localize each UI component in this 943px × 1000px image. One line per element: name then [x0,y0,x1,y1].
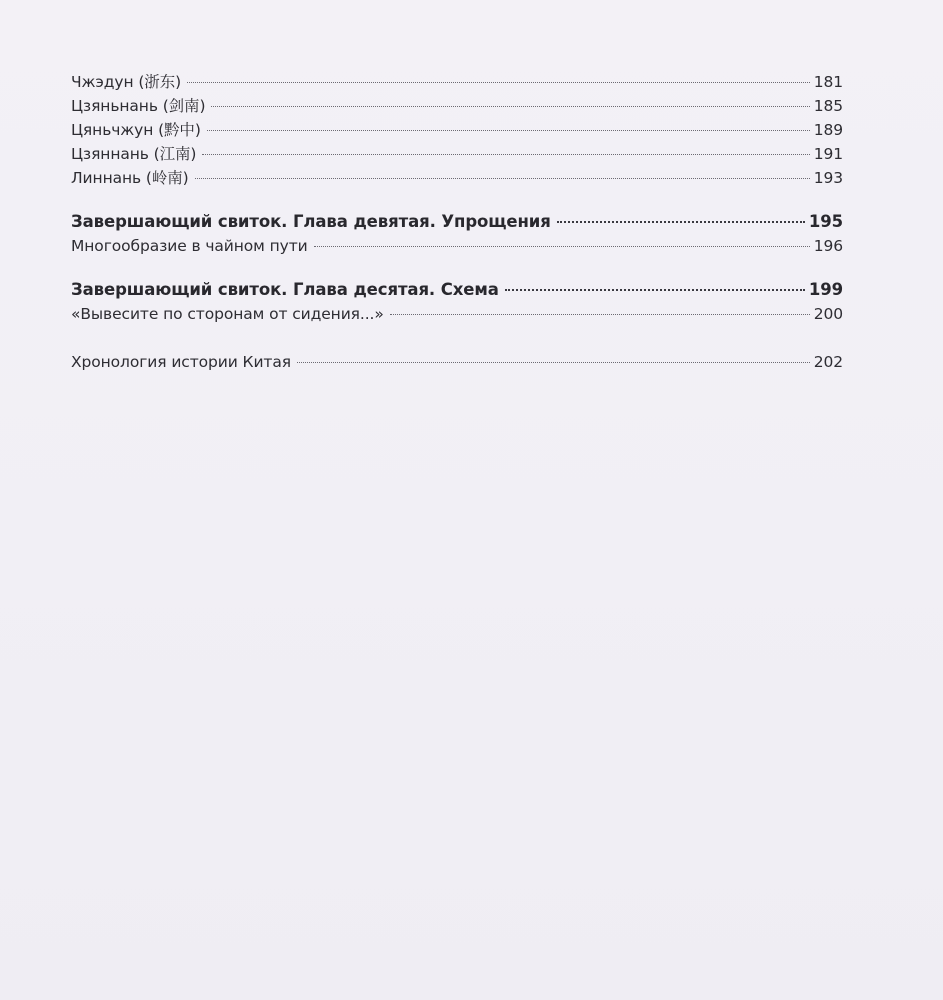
dot-leader [202,154,809,155]
dot-leader [390,314,810,315]
toc-chapter-nine [71,210,843,234]
toc-entry-page: 202 [813,353,843,371]
table-of-contents [71,70,843,374]
toc-entry-page: 189 [813,121,843,139]
toc-entry-jiannan [71,94,843,118]
toc-chapter-page: 199 [808,280,843,299]
dot-leader [187,82,810,83]
toc-entry-title: Многообразие в чайном пути [71,237,308,255]
toc-entry-qianzhong [71,118,843,142]
toc-chapter-page: 195 [808,212,843,231]
toc-entry-page: 185 [813,97,843,115]
toc-entry-page: 191 [813,145,843,163]
dot-leader [207,130,810,131]
toc-entry-hang-sides [71,302,843,326]
toc-entry-page: 181 [813,73,843,91]
dot-leader [557,221,805,223]
toc-chapter-title: Завершающий свиток. Глава девятая. Упрощения [71,212,551,231]
toc-entry-jiangnan [71,142,843,166]
toc-entry-title: Цзяньнань (剑南) [71,97,206,115]
toc-entry-title: Цяньчжун (黔中) [71,121,201,139]
toc-entry-chronology [71,350,843,374]
dot-leader [195,178,810,179]
toc-entry-page: 196 [813,237,843,255]
dot-leader [505,289,805,291]
toc-entry-title: Линнань (岭南) [71,169,189,187]
toc-entry-title: Хронология истории Китая [71,353,291,371]
dot-leader [297,362,810,363]
toc-entry-lingnan [71,166,843,190]
dot-leader [314,246,810,247]
toc-entry-page: 200 [813,305,843,323]
dot-leader [211,106,809,107]
toc-entry-title: Чжэдун (浙东) [71,73,182,91]
toc-entry-page: 193 [813,169,843,187]
toc-chapter-ten [71,278,843,302]
toc-chapter-title: Завершающий свиток. Глава десятая. Схема [71,280,499,299]
toc-entry-zhedong [71,70,843,94]
toc-entry-title: «Вывесите по сторонам от сидения...» [71,305,384,323]
toc-entry-diversity [71,234,843,258]
toc-entry-title: Цзяннань (江南) [71,145,197,163]
